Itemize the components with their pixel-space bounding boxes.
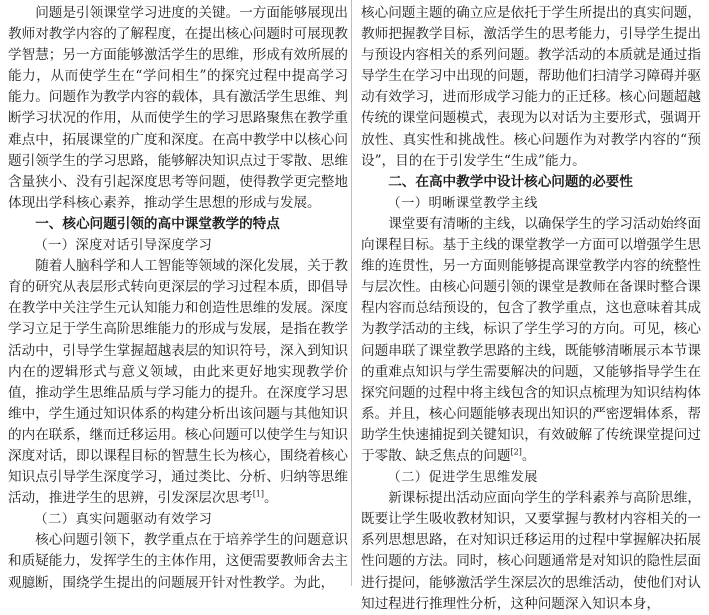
section-heading-2: 二、在高中教学中设计核心问题的必要性 <box>388 173 633 190</box>
paragraph-main-line <box>361 214 701 467</box>
paragraph-text: 课堂要有清晰的主线，以确保学生的学习活动始终面向课程目标。基于主线的课堂教学一方面可以增强学生思维的连贯性，另一方面则能够提高课堂教学内容的统整性与层次性。由核心问题引领的课堂是教师在备课时整合课程内容而总结预设的，包含了教学重点，这也意味着其成为教学活动的主线，标识了学生学习的方向。可见，核心问题串联了课堂教学思路的主线，既能够清晰展示本节课的重难点知识与学生需要解决的问题，又能够指导学生在探究问题的过程中将主线包含的知识点梳理为知识结构体系。并且，核心问题能够表现出知识的严密逻辑体系，帮助学生快速捕捉到关键知识，有效破解了传统课堂提问过于零散、缺乏焦点的问题 <box>361 215 701 464</box>
paragraph-text: 随着人脑科学和人工智能等领域的深化发展，关于教育的研究从表层形式转向更深层的学习过程本质，即倡导在教学中关注学生元认知能力和创造性思维的发展。深度学习立足于学生高阶思维能力的形成与发展，是指在教学活动中，引导学生掌握超越表层的知识符号，深入到知识内在的逻辑形式与意义领域，由此来更好地实现教学价值，推动学生思维品质与学习能力的提升。在深度学习思维中，学生通过知识体系的构建分析出该问题与其他知识的内在联系，继而迁移运用。核心问题可以使学生与知识深度对话，即以课程目标的智慧生长为核心，围绕着核心知识点引导学生深度学习，通过类比、分析、归纳等思维活动，推进学生的思辨，引发深层次思考 <box>8 258 348 507</box>
paragraph-end: 。 <box>264 490 278 507</box>
paragraph-real-problem: 核心问题引领下，教学重点在于培养学生的问题意识和质疑能力，发挥学生的主体作用，这便需要教师舍去主观臆断，围绕学生提出的问题展开针对性教学。为此， <box>8 532 348 591</box>
section-heading-1: 一、核心问题引领的高中课堂教学的特点 <box>35 215 280 232</box>
right-column <box>361 3 701 615</box>
left-column <box>8 3 348 594</box>
citation-1: [1] <box>252 489 265 499</box>
paragraph-deep-learning <box>8 256 348 509</box>
subsection-heading-1-1: （一）深度对话引导深度学习 <box>34 238 213 254</box>
paragraph-end: 。 <box>521 447 536 464</box>
paragraph-thinking: 新课标提出活动应面向学生的学科素养与高阶思维，既要让学生吸收教材知识，又要掌握与教材内容相关的一系列思想思路，在对知识迁移运用的过程中掌握解决拓展性问题的方法。同时，核心问题通常是对知识的隐性层面进行提问，能够激活学生深层次的思维活动，使他们对认知过程进行推理性分析，这种问题深入知识本身， <box>361 490 701 612</box>
citation-2: [2] <box>510 447 522 457</box>
continued-paragraph: 核心问题主题的确立应是依托于学生所提出的真实问题，教师把握教学目标，激活学生的思考能力，引导学生提出与预设内容相关的系列问题。教学活动的本质就是通过指导学生在学习中出现的问题，帮助他们扫清学习障碍并驱动有效学习，进而形成学习能力的正迁移。核心问题超越传统的课堂问题模式，表现为以对话为主要形式，强调开放性、真实性和挑战性。核心问题作为对教学内容的“预设”，目的在于引发学生“生成”能力。 <box>361 5 701 169</box>
subsection-heading-2-1: （一）明晰课堂教学主线 <box>387 195 538 211</box>
column-divider <box>351 0 352 586</box>
intro-paragraph: 问题是引领课堂学习进度的关键。一方面能够展现出教师对教学内容的了解程度，在提出核心问题时可展现教学智慧；另一方面能够激活学生的思维，形成有效所展的能力，从而使学生在“学问相生”的探究过程中提高学习能力。问题作为教学内容的载体，具有激活学生思维、判断学习状况的作用，从而使学生的学习思路聚焦在教学重难点中，拓展课堂的广度和深度。在高中教学中以核心问题引领学生的学习思路，能够解决知识点过于零散、思维含量狭小、没有引起深度思考等问题，使得教学更完整地体现出学科核心素养，推动学生思想的形成与发展。 <box>8 5 348 211</box>
subsection-heading-1-2: （二）真实问题驱动有效学习 <box>34 512 213 528</box>
subsection-heading-2-2: （二）促进学生思维发展 <box>387 470 538 486</box>
